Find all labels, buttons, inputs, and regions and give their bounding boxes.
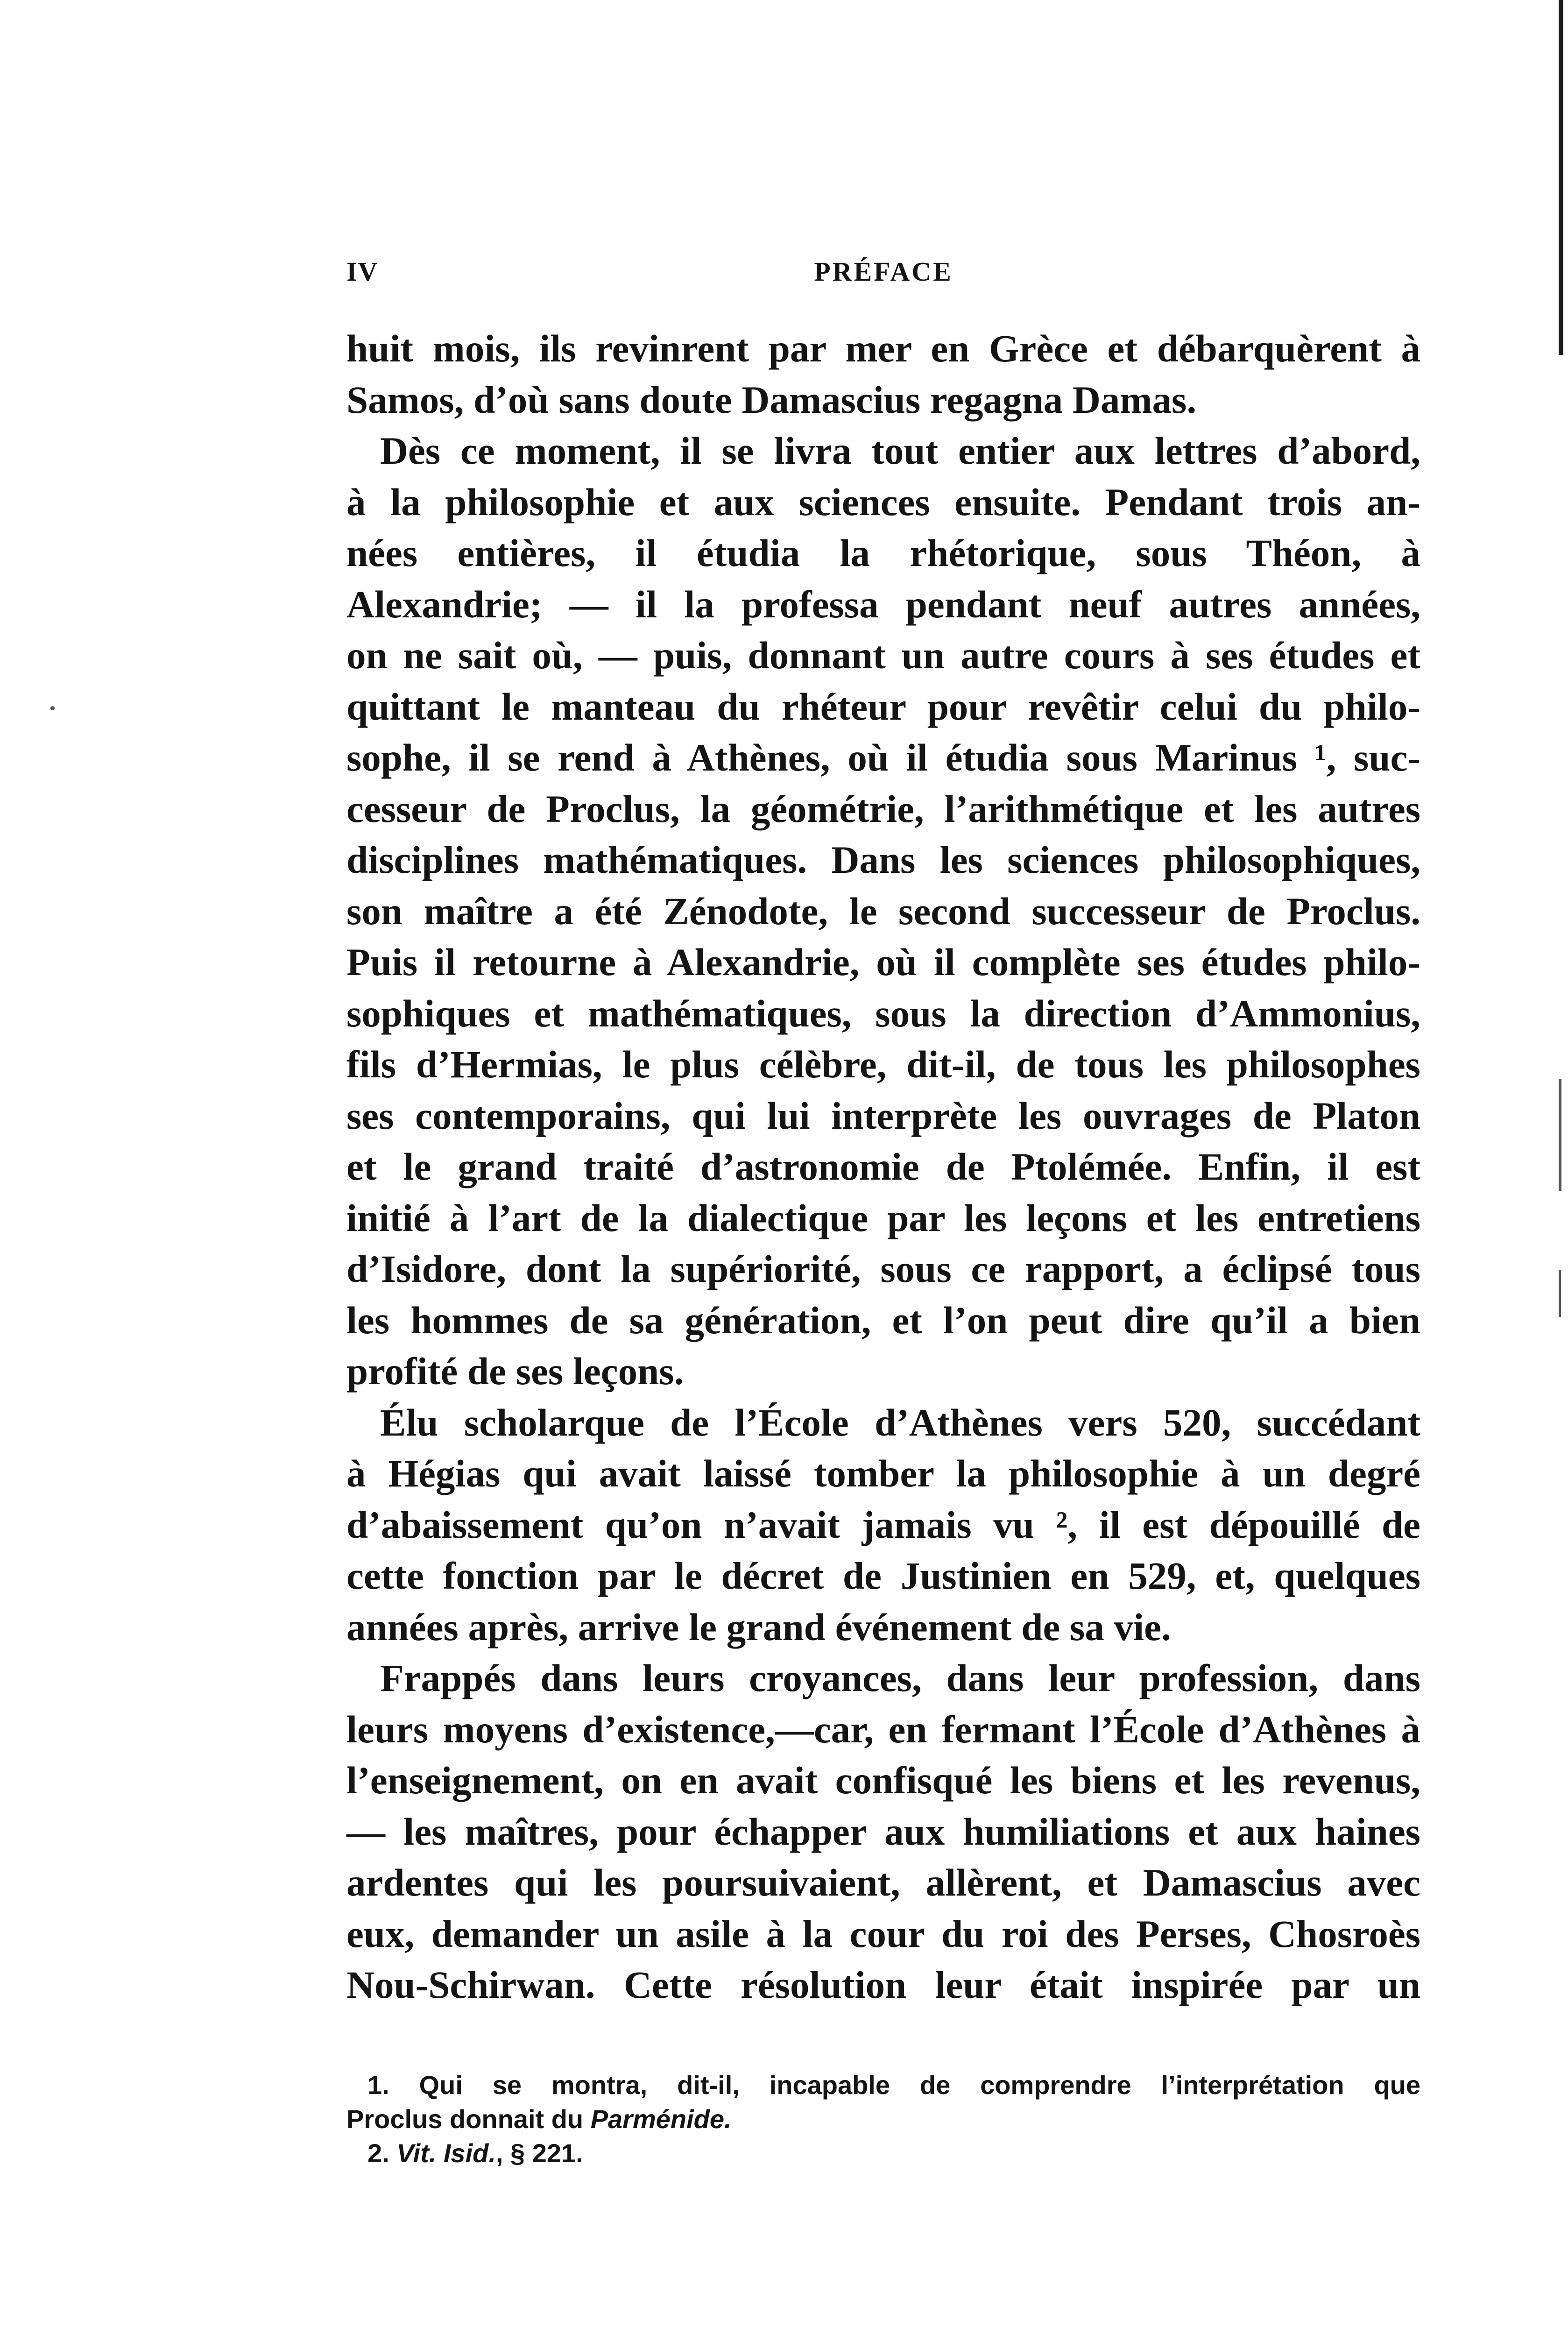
text-line: leurs moyens d’existence,—car, en fermant l’École d’Athènes à: [346, 1707, 1420, 1751]
text-line: quittant le manteau du rhéteur pour revêtir celui du philo-: [346, 685, 1420, 728]
footnote-2: [346, 2136, 1420, 2170]
text-line: cette fonction par le décret de Justinien en 529, et, quelques: [346, 1554, 1420, 1597]
footnote-2-text: , § 221.: [495, 2138, 583, 2168]
text-line: ses contemporains, qui lui interprète les ouvrages de Platon: [346, 1094, 1420, 1137]
text-line: sophiques et mathématiques, sous la direction d’Ammonius,: [346, 991, 1420, 1035]
footnote-2-number: 2.: [367, 2138, 397, 2168]
text-line: Samos, d’où sans doute Damascius regagna Damas.: [346, 378, 1197, 421]
text-line: Alexandrie; — il la professa pendant neuf autres années,: [346, 582, 1420, 626]
text-line: Puis il retourne à Alexandrie, où il complète ses études philo-: [346, 941, 1420, 984]
text-line: cesseur de Proclus, la géométrie, l’arithmétique et les autres: [346, 787, 1420, 830]
running-header: [346, 256, 1420, 298]
text-line: disciplines mathématiques. Dans les sciences philosophiques,: [346, 838, 1420, 881]
text-line: nées entières, il étudia la rhétorique, sous Théon, à: [346, 531, 1420, 574]
text-line: années après, arrive le grand événement de sa vie.: [346, 1605, 1171, 1649]
text-line: et le grand traité d’astronomie de Ptolémée. Enfin, il est: [346, 1145, 1420, 1188]
text-line: Nou-Schirwan. Cette résolution leur était inspirée par un: [346, 1963, 1420, 2006]
scan-speck: [50, 706, 55, 710]
text-line: sophe, il se rend à Athènes, où il étudia sous Marinus ¹, suc-: [346, 736, 1420, 779]
page-edge-rule: [1559, 0, 1563, 355]
text-line: les hommes de sa génération, et l’on peut dire qu’il a bien: [346, 1298, 1420, 1342]
text-line: d’Isidore, dont la supériorité, sous ce rapport, a éclipsé tous: [346, 1247, 1420, 1290]
scan-margin-line: [1559, 1270, 1561, 1317]
footnotes: [346, 2068, 1420, 2170]
text-line: l’enseignement, on en avait confisqué les biens et les revenus,: [346, 1759, 1420, 1802]
text-line: d’abaissement qu’on n’avait jamais vu ², il est dépouillé de: [346, 1503, 1420, 1546]
text-line: profité de ses leçons.: [346, 1350, 684, 1393]
text-line: initié à l’art de la dialectique par les leçons et les entretiens: [346, 1196, 1420, 1239]
text-line: son maître a été Zénodote, le second successeur de Proclus.: [346, 889, 1420, 933]
scan-margin-line: [1559, 1079, 1561, 1191]
footnote-1: [346, 2068, 1420, 2102]
text-line: Frappés dans leurs croyances, dans leur profession, dans: [380, 1656, 1420, 1699]
footnote-2-title: Vit. Isid.: [396, 2138, 496, 2168]
running-title: PRÉFACE: [814, 256, 953, 287]
text-line: Élu scholarque de l’École d’Athènes vers 520, succédant: [380, 1401, 1420, 1444]
text-line: Dès ce moment, il se livra tout entier aux lettres d’abord,: [380, 429, 1420, 472]
text-line: eux, demander un asile à la cour du roi des Perses, Chosroès: [346, 1912, 1420, 1955]
footnote-1-text: Proclus donnait du: [346, 2104, 591, 2134]
footnote-1-title: Parménide.: [590, 2104, 732, 2134]
body-text: [346, 323, 1420, 2011]
text-line: à Hégias qui avait laissé tomber la philosophie à un degré: [346, 1452, 1420, 1495]
text-line: à la philosophie et aux sciences ensuite. Pendant trois an-: [346, 480, 1420, 524]
footnote-1-line-1: 1. Qui se montra, dit-il, incapable de comprendre l’interprétation que: [367, 2070, 1420, 2100]
text-line: on ne sait où, — puis, donnant un autre cours à ses études et: [346, 634, 1420, 677]
page-number: IV: [346, 256, 379, 287]
text-line: huit mois, ils revinrent par mer en Grèce et débarquèrent à: [346, 327, 1420, 370]
text-line: — les maîtres, pour échapper aux humiliations et aux haines: [346, 1810, 1420, 1853]
footnote-1-line-2: [346, 2102, 1420, 2136]
text-line: ardentes qui les poursuivaient, allèrent, et Damascius avec: [346, 1861, 1420, 1904]
text-line: fils d’Hermias, le plus célèbre, dit-il, de tous les philosophes: [346, 1043, 1420, 1086]
